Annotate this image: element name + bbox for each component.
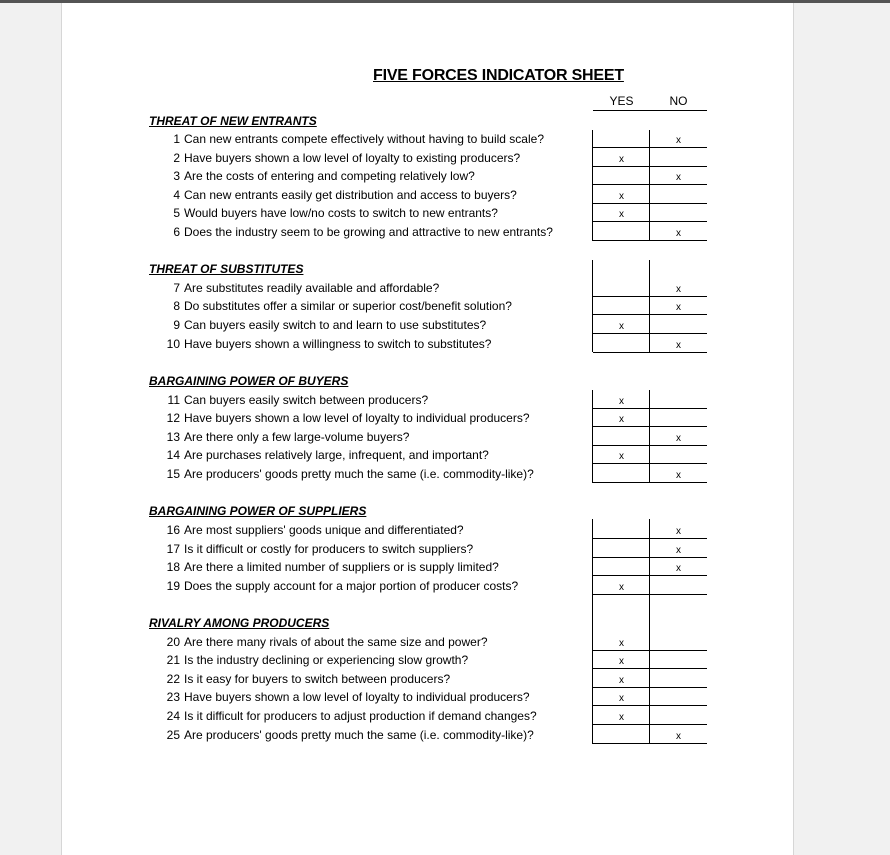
answer-yes-cell[interactable]: x	[593, 409, 650, 427]
question-row	[0, 558, 890, 576]
question-text: Can new entrants easily get distribution and access to buyers?	[184, 188, 517, 202]
answer-no-cell[interactable]: x	[650, 223, 707, 241]
question-row	[0, 167, 890, 185]
sheet-title: FIVE FORCES INDICATOR SHEET	[373, 67, 624, 84]
question-number: 7	[173, 281, 180, 295]
section-title-new-entrants: THREAT OF NEW ENTRANTS	[149, 114, 317, 128]
answer-yes-cell[interactable]: x	[593, 149, 650, 167]
question-row	[0, 130, 890, 148]
answer-yes-cell[interactable]	[593, 726, 650, 744]
question-number: 2	[173, 151, 180, 165]
answer-no-cell[interactable]: x	[650, 558, 707, 576]
question-number: 24	[166, 709, 180, 723]
question-row	[0, 688, 890, 706]
question-text: Does the industry seem to be growing and attractive to new entrants?	[184, 225, 553, 239]
answer-yes-cell[interactable]: x	[593, 204, 650, 222]
answer-no-cell[interactable]: x	[650, 540, 707, 558]
question-row	[0, 446, 890, 464]
question-number: 18	[166, 560, 180, 574]
question-text: Is it difficult or costly for producers to switch suppliers?	[184, 542, 474, 556]
section-title-substitutes: THREAT OF SUBSTITUTES	[149, 262, 304, 276]
answer-no-cell[interactable]	[650, 670, 707, 688]
answer-yes-cell[interactable]	[593, 558, 650, 576]
question-row	[0, 204, 890, 222]
answer-yes-cell[interactable]	[593, 540, 650, 558]
answer-no-cell[interactable]	[650, 149, 707, 167]
question-text: Are purchases relatively large, infrequent, and important?	[184, 448, 489, 462]
section-title-buyers: BARGAINING POWER OF BUYERS	[149, 374, 349, 388]
question-text: Can new entrants compete effectively without having to build scale?	[184, 132, 544, 146]
question-row	[0, 465, 890, 483]
question-text: Are there a limited number of suppliers or is supply limited?	[184, 560, 499, 574]
question-text: Would buyers have low/no costs to switch to new entrants?	[184, 206, 498, 220]
answer-yes-cell[interactable]	[593, 428, 650, 446]
answer-yes-cell[interactable]: x	[593, 651, 650, 669]
answer-no-cell[interactable]: x	[650, 465, 707, 483]
question-row	[0, 279, 890, 297]
question-row	[0, 670, 890, 688]
question-number: 25	[166, 728, 180, 742]
answer-no-cell[interactable]	[650, 707, 707, 725]
question-text: Have buyers shown a low level of loyalty to individual producers?	[184, 690, 530, 704]
question-number: 9	[173, 318, 180, 332]
answer-no-cell[interactable]: x	[650, 297, 707, 315]
answer-yes-cell[interactable]	[593, 297, 650, 315]
question-number: 13	[166, 430, 180, 444]
question-row	[0, 726, 890, 744]
question-number: 20	[166, 635, 180, 649]
question-number: 8	[173, 299, 180, 313]
answer-yes-cell[interactable]: x	[593, 316, 650, 334]
column-header-yes: YES	[609, 94, 634, 108]
question-row	[0, 577, 890, 595]
question-row	[0, 409, 890, 427]
answer-yes-cell[interactable]	[593, 279, 650, 297]
answer-no-cell[interactable]: x	[650, 428, 707, 446]
question-number: 12	[166, 411, 180, 425]
question-number: 11	[167, 393, 180, 407]
question-row	[0, 707, 890, 725]
answer-no-cell[interactable]	[650, 316, 707, 334]
answer-yes-cell[interactable]: x	[593, 186, 650, 204]
answer-yes-cell[interactable]	[593, 465, 650, 483]
answer-yes-cell[interactable]	[593, 335, 650, 353]
question-row	[0, 335, 890, 353]
answer-yes-cell[interactable]	[593, 223, 650, 241]
answer-no-cell[interactable]	[650, 409, 707, 427]
question-row	[0, 223, 890, 241]
answer-yes-cell[interactable]: x	[593, 670, 650, 688]
question-number: 21	[166, 653, 180, 667]
question-text: Have buyers shown a willingness to switch to substitutes?	[184, 337, 492, 351]
question-number: 1	[173, 132, 180, 146]
question-text: Are the costs of entering and competing relatively low?	[184, 169, 475, 183]
question-text: Does the supply account for a major portion of producer costs?	[184, 579, 519, 593]
answer-no-cell[interactable]	[650, 577, 707, 595]
question-number: 19	[166, 579, 180, 593]
question-number: 3	[173, 169, 180, 183]
question-text: Is it easy for buyers to switch between producers?	[184, 672, 451, 686]
question-row	[0, 540, 890, 558]
question-text: Are producers' goods pretty much the same (i.e. commodity-like)?	[184, 728, 534, 742]
answer-no-cell[interactable]: x	[650, 521, 707, 539]
answer-no-cell[interactable]	[650, 186, 707, 204]
question-row	[0, 428, 890, 446]
question-row	[0, 297, 890, 315]
answer-yes-cell[interactable]	[593, 167, 650, 185]
answer-yes-cell[interactable]: x	[593, 633, 650, 651]
answer-yes-cell[interactable]: x	[593, 577, 650, 595]
section-title-rivalry: RIVALRY AMONG PRODUCERS	[149, 616, 330, 630]
answer-yes-cell[interactable]: x	[593, 688, 650, 706]
question-text: Have buyers shown a low level of loyalty to individual producers?	[184, 411, 530, 425]
answer-no-cell[interactable]: x	[650, 130, 707, 148]
section-title-suppliers: BARGAINING POWER OF SUPPLIERS	[149, 504, 367, 518]
question-row	[0, 186, 890, 204]
answer-no-cell[interactable]: x	[650, 279, 707, 297]
question-number: 6	[173, 225, 180, 239]
question-text: Are there only a few large-volume buyers?	[184, 430, 410, 444]
answer-yes-cell[interactable]: x	[593, 707, 650, 725]
question-text: Are there many rivals of about the same size and power?	[184, 635, 488, 649]
question-row	[0, 391, 890, 409]
question-number: 10	[166, 337, 180, 351]
column-header-no: NO	[669, 94, 688, 108]
question-number: 5	[173, 206, 180, 220]
question-text: Is the industry declining or experiencing slow growth?	[184, 653, 469, 667]
answer-no-cell[interactable]: x	[650, 335, 707, 353]
answer-no-cell[interactable]: x	[650, 167, 707, 185]
answer-no-cell[interactable]	[650, 633, 707, 651]
header-underline	[593, 110, 707, 111]
question-number: 15	[166, 467, 180, 481]
question-number: 4	[173, 188, 180, 202]
answer-yes-cell[interactable]: x	[593, 446, 650, 464]
answer-no-cell[interactable]	[650, 446, 707, 464]
answer-yes-cell[interactable]	[593, 521, 650, 539]
answer-no-cell[interactable]	[650, 391, 707, 409]
question-row	[0, 521, 890, 539]
question-number: 16	[166, 523, 180, 537]
question-number: 23	[166, 690, 180, 704]
question-row	[0, 651, 890, 669]
question-number: 17	[166, 542, 180, 556]
question-row	[0, 149, 890, 167]
question-row	[0, 316, 890, 334]
question-text: Are most suppliers' goods unique and differentiated?	[184, 523, 464, 537]
answer-yes-cell[interactable]: x	[593, 391, 650, 409]
question-text: Are substitutes readily available and affordable?	[184, 281, 440, 295]
question-text: Can buyers easily switch between producers?	[184, 393, 429, 407]
question-text: Are producers' goods pretty much the same (i.e. commodity-like)?	[184, 467, 534, 481]
question-text: Do substitutes offer a similar or superior cost/benefit solution?	[184, 299, 512, 313]
answer-yes-cell[interactable]	[593, 130, 650, 148]
question-text: Is it difficult for producers to adjust production if demand changes?	[184, 709, 537, 723]
question-text: Have buyers shown a low level of loyalty to existing producers?	[184, 151, 521, 165]
answer-no-cell[interactable]: x	[650, 726, 707, 744]
question-row	[0, 633, 890, 651]
answer-no-cell[interactable]	[650, 651, 707, 669]
question-text: Can buyers easily switch to and learn to use substitutes?	[184, 318, 487, 332]
answer-no-cell[interactable]	[650, 204, 707, 222]
question-number: 22	[166, 672, 180, 686]
answer-no-cell[interactable]	[650, 688, 707, 706]
question-number: 14	[166, 448, 180, 462]
